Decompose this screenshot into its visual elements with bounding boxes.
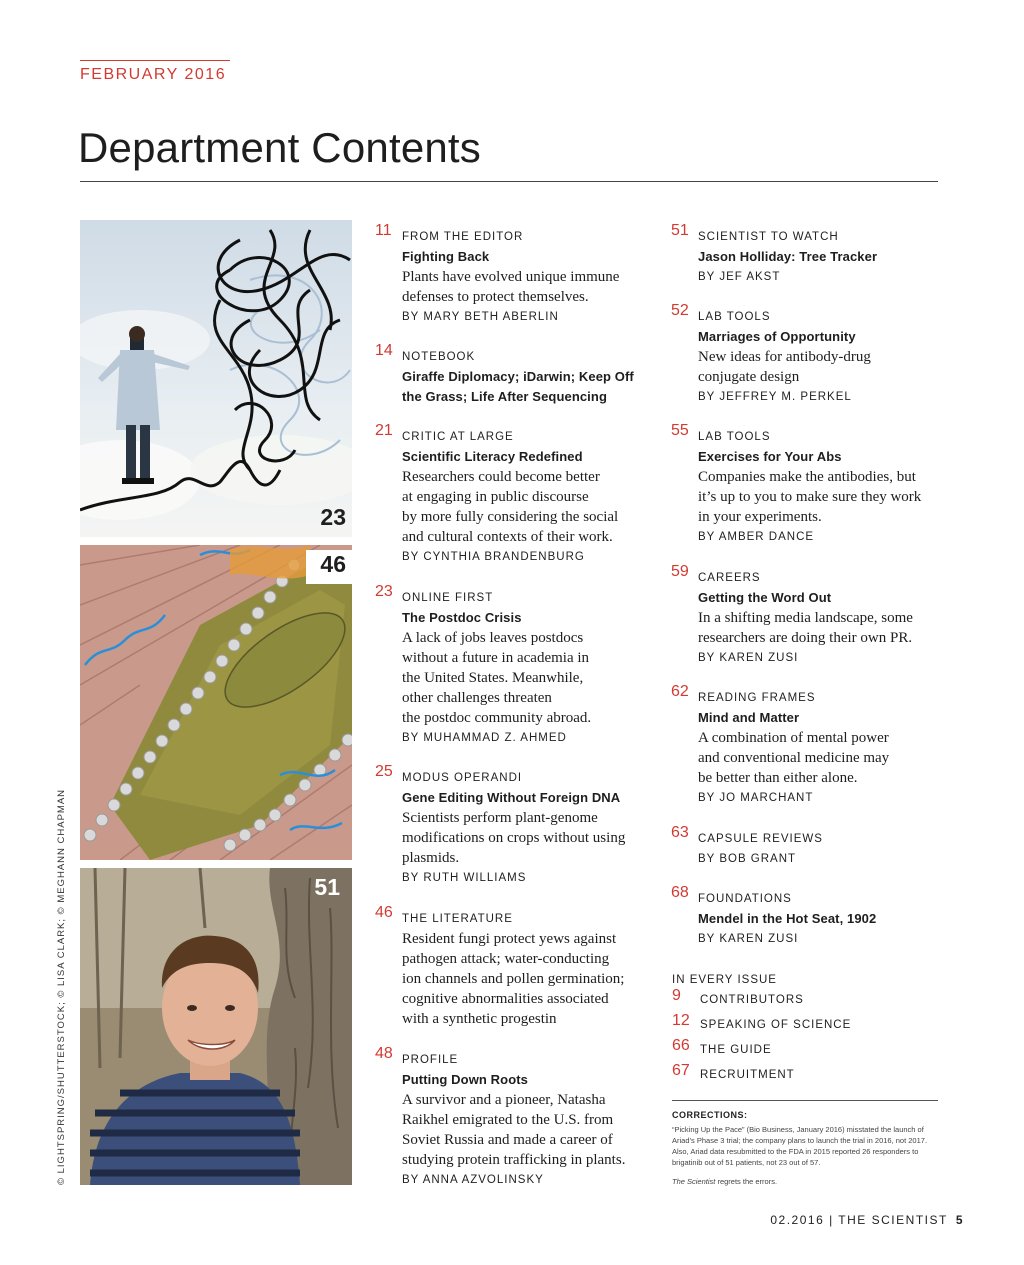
entry-description-line: the postdoc community abroad.	[402, 710, 592, 726]
entry-title[interactable]: Mendel in the Hot Seat, 1902	[698, 911, 877, 926]
photo-credit: © LIGHTSPRING/SHUTTERSTOCK; © LISA CLARK; © MEGHANN CHAPMAN	[56, 788, 67, 1185]
every-issue-label: RECRUITMENT	[700, 1069, 795, 1081]
entry-section: CRITIC AT LARGE	[402, 431, 514, 443]
entry-description-line: Resident fungi protect yews against	[402, 931, 617, 947]
every-issue-page-number: 12	[672, 1012, 690, 1029]
entry-page-number: 55	[671, 422, 689, 439]
footer-page-number: 5	[955, 1213, 964, 1227]
corrections-text: “Picking Up the Pace” (Bio Business, January 2016) misstated the launch of Ariad’s Phase 3 trial; the company plans to launch the trial in 2016, not 2017. Also, Ariad data resubmitted to the FDA in 2015 reported 26 responders to brigatinib out of 51 patients, not 23 out of 57.	[672, 1125, 928, 1167]
entry-page-number: 51	[671, 222, 689, 239]
entry-title[interactable]: Fighting Back	[402, 249, 490, 264]
entry-description-line: at engaging in public discourse	[402, 489, 589, 505]
entry-description-line: plasmids.	[402, 850, 460, 866]
entry-byline: BY KAREN ZUSI	[698, 652, 799, 664]
toc-entry[interactable]	[671, 302, 948, 407]
tightrope-illustration	[80, 220, 352, 537]
entry-byline: BY KAREN ZUSI	[698, 933, 799, 945]
entry-page-number: 63	[671, 824, 689, 841]
entry-title[interactable]: Gene Editing Without Foreign DNA	[402, 790, 621, 805]
photo-page-number: 51	[314, 874, 340, 900]
entry-description-line: Plants have evolved unique immune	[402, 269, 620, 285]
entry-page-number: 48	[375, 1045, 393, 1062]
entry-description-line: with a synthetic progestin	[402, 1011, 557, 1027]
entry-title[interactable]: Mind and Matter	[698, 710, 800, 725]
every-issue-label: THE GUIDE	[700, 1044, 772, 1056]
every-issue-label: CONTRIBUTORS	[700, 994, 804, 1006]
entry-description-line: pathogen attack; water-conducting	[402, 951, 610, 967]
entry-title[interactable]: Getting the Word Out	[698, 590, 832, 605]
entry-byline: BY BOB GRANT	[698, 853, 797, 865]
entry-title[interactable]: The Postdoc Crisis	[402, 610, 522, 625]
toc-entry[interactable]	[671, 824, 948, 869]
entry-section: READING FRAMES	[698, 692, 816, 704]
toc-entry[interactable]	[375, 222, 664, 327]
entry-section: MODUS OPERANDI	[402, 772, 523, 784]
entry-description-line: Soviet Russia and made a career of	[402, 1132, 613, 1148]
toc-entry[interactable]	[671, 422, 948, 547]
entry-description-line: Scientists perform plant-genome	[402, 810, 598, 826]
portrait-photo-image[interactable]	[80, 868, 352, 1185]
entry-description-line: be better than either alone.	[698, 770, 858, 786]
entry-description-line: A combination of mental power	[698, 730, 889, 746]
entry-section: LAB TOOLS	[698, 311, 771, 323]
entry-page-number: 21	[375, 422, 393, 439]
entry-section: SCIENTIST TO WATCH	[698, 231, 839, 243]
entry-section: CAPSULE REVIEWS	[698, 833, 823, 845]
publication-name: The Scientist	[672, 1177, 716, 1186]
entry-byline: BY CYNTHIA BRANDENBURG	[402, 551, 585, 563]
entry-description-line: by more fully considering the social	[402, 509, 619, 525]
entry-description-line: A lack of jobs leaves postdocs	[402, 630, 584, 646]
entry-description-line: Companies make the antibodies, but	[698, 469, 916, 485]
every-issue-label: SPEAKING OF SCIENCE	[700, 1019, 852, 1031]
entry-description-line: cognitive abnormalities associated	[402, 991, 609, 1007]
entry-byline: BY MARY BETH ABERLIN	[402, 311, 559, 323]
entry-section: CAREERS	[698, 572, 761, 584]
entry-byline: BY RUTH WILLIAMS	[402, 872, 527, 884]
entry-byline: BY JO MARCHANT	[698, 792, 814, 804]
entry-description-line: In a shifting media landscape, some	[698, 610, 913, 626]
entry-byline: BY JEF AKST	[698, 271, 781, 283]
entry-title[interactable]: Giraffe Diplomacy; iDarwin; Keep Off the Grass; Life After Sequencing	[402, 369, 634, 404]
page-footer	[770, 1213, 964, 1227]
every-issue-page-number: 9	[672, 987, 681, 1004]
entry-description-line: defenses to protect themselves.	[402, 289, 589, 305]
corrections-rule	[672, 1100, 938, 1101]
entry-page-number: 46	[375, 904, 393, 921]
entry-page-number: 62	[671, 683, 689, 700]
entry-section: NOTEBOOK	[402, 351, 476, 363]
entry-description-line: researchers are doing their own PR.	[698, 630, 913, 646]
every-issue-page-number: 67	[672, 1062, 690, 1079]
entry-description-line: and conventional medicine may	[698, 750, 890, 766]
entry-description-line: Raikhel emigrated to the U.S. from	[402, 1112, 614, 1128]
page-title: Department Contents	[78, 124, 482, 171]
toc-entry[interactable]	[671, 222, 948, 287]
issue-date: FEBRUARY 2016	[80, 66, 227, 83]
entry-title[interactable]: Putting Down Roots	[402, 1072, 528, 1087]
entry-section: THE LITERATURE	[402, 913, 513, 925]
entry-section: FROM THE EDITOR	[402, 231, 524, 243]
entry-byline: BY ANNA AZVOLINSKY	[402, 1174, 544, 1186]
photo-page-number: 46	[320, 551, 346, 577]
entry-page-number: 59	[671, 563, 689, 580]
every-issue-heading: IN EVERY ISSUE	[672, 974, 777, 986]
toc-entry[interactable]	[375, 904, 664, 1029]
tightrope-scientist-image[interactable]	[80, 220, 352, 537]
entry-description-line: without a future in academia in	[402, 650, 590, 666]
entry-section: FOUNDATIONS	[698, 893, 792, 905]
corrections-note	[672, 1177, 777, 1186]
entry-page-number: 52	[671, 302, 689, 319]
cell-illustration-image[interactable]	[80, 545, 352, 860]
entry-description-line: and cultural contexts of their work.	[402, 529, 613, 545]
entry-page-number: 11	[375, 222, 392, 239]
title-rule	[80, 181, 938, 182]
entry-page-number: 25	[375, 763, 393, 780]
entry-description-line: Researchers could become better	[402, 469, 600, 485]
toc-entry[interactable]	[375, 342, 652, 407]
toc-entry[interactable]	[375, 763, 664, 888]
issue-rule	[80, 60, 230, 61]
every-issue-page-number: 66	[672, 1037, 690, 1054]
entry-section: PROFILE	[402, 1054, 459, 1066]
entry-title[interactable]: Marriages of Opportunity	[698, 329, 856, 344]
entry-title[interactable]: Jason Holliday: Tree Tracker	[698, 249, 878, 264]
entry-description-line: studying protein trafficking in plants.	[402, 1152, 626, 1168]
entry-byline: BY AMBER DANCE	[698, 531, 815, 543]
corrections-note-text: regrets the errors.	[715, 1177, 778, 1186]
entry-description-line: conjugate design	[698, 369, 800, 385]
toc-entry[interactable]	[671, 884, 948, 949]
entry-description-line: it’s up to you to make sure they work	[698, 489, 922, 505]
toc-entry[interactable]	[375, 1045, 664, 1190]
corrections-heading: CORRECTIONS:	[672, 1110, 748, 1120]
entry-section: ONLINE FIRST	[402, 592, 494, 604]
entry-title[interactable]: Scientific Literacy Redefined	[402, 449, 583, 464]
entry-description-line: other challenges threaten	[402, 690, 552, 706]
portrait-photo	[80, 868, 352, 1185]
photo-page-number: 23	[320, 504, 346, 530]
toc-entry[interactable]	[671, 683, 948, 808]
entry-section: LAB TOOLS	[698, 431, 771, 443]
entry-page-number: 14	[375, 342, 393, 359]
footer-text: 02.2016 | THE SCIENTIST	[770, 1213, 948, 1227]
toc-entry[interactable]	[375, 583, 664, 748]
entry-description-line: New ideas for antibody-drug	[698, 349, 871, 365]
entry-description-line: the United States. Meanwhile,	[402, 670, 584, 686]
entry-byline: BY JEFFREY M. PERKEL	[698, 391, 852, 403]
entry-description-line: modifications on crops without using	[402, 830, 626, 846]
toc-entry[interactable]	[671, 563, 948, 668]
entry-description-line: A survivor and a pioneer, Natasha	[402, 1092, 606, 1108]
entry-byline: BY MUHAMMAD Z. AHMED	[402, 732, 567, 744]
entry-description-line: in your experiments.	[698, 509, 822, 525]
entry-page-number: 68	[671, 884, 689, 901]
entry-title[interactable]: Exercises for Your Abs	[698, 449, 842, 464]
entry-description-line: ion channels and pollen germination;	[402, 971, 625, 987]
toc-entry[interactable]	[375, 422, 664, 567]
entry-page-number: 23	[375, 583, 393, 600]
cell-illustration	[80, 545, 352, 860]
